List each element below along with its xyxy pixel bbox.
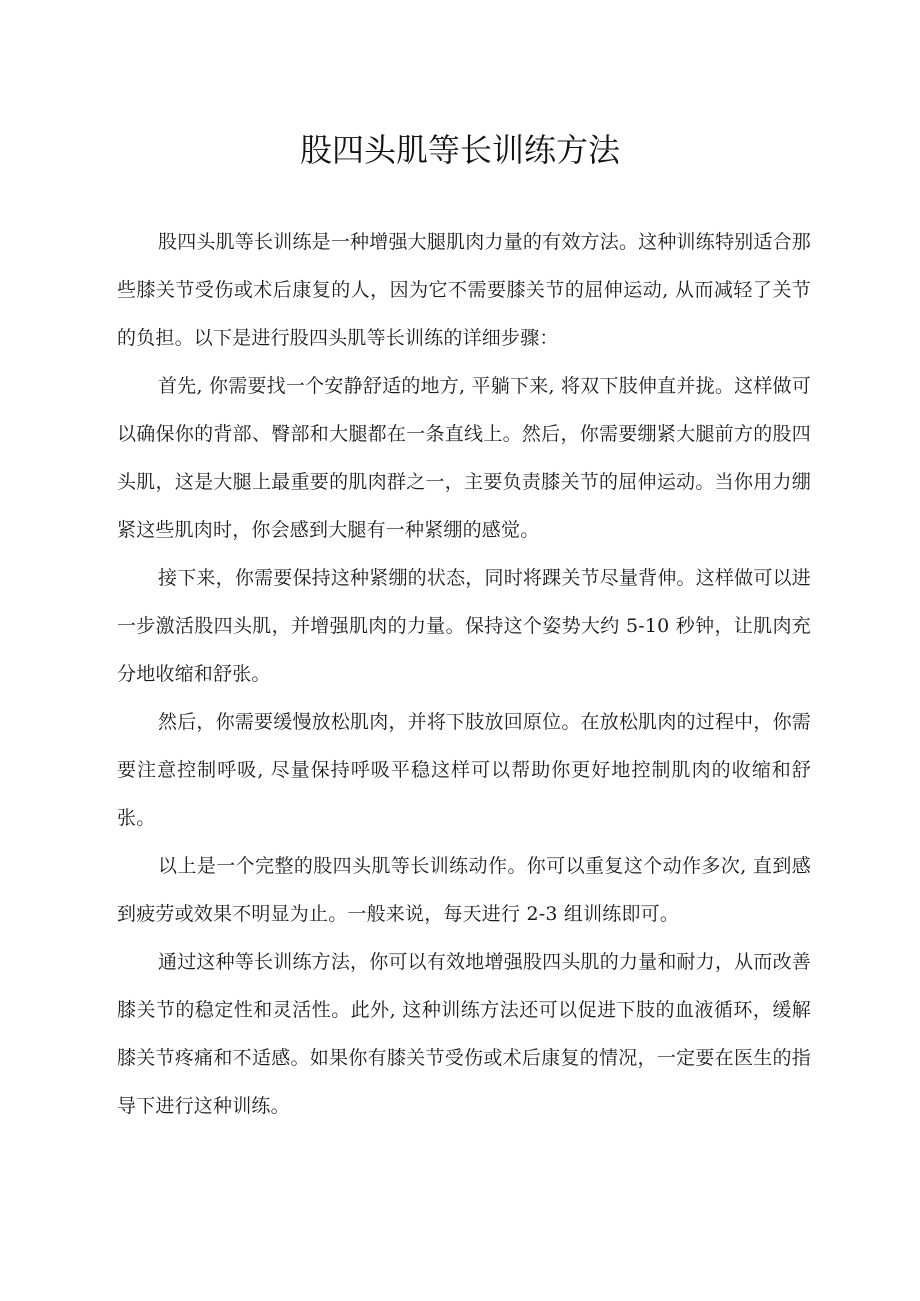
paragraph-conclusion: 通过这种等长训练方法，你可以有效地增强股四头肌的力量和耐力，从而改善膝关节的稳定性和灵活性。此外, 这种训练方法还可以促进下肢的血液循环，缓解膝关节疼痛和不适感。如果你有膝关节受伤或术后康复的情况，一定要在医生的指导下进行这种训练。 [117, 951, 811, 1117]
paragraph-intro: 股四头肌等长训练是一种增强大腿肌肉力量的有效方法。这种训练特别适合那些膝关节受伤或术后康复的人，因为它不需要膝关节的屈伸运动, 从而减轻了关节的负担。以下是进行股四头肌等长训练的详细步骤： [117, 231, 811, 349]
paragraph-step-next: 接下来，你需要保持这种紧绷的状态，同时将踝关节尽量背伸。这样做可以进一步激活股四头肌，并增强肌肉的力量。保持这个姿势大约 5-10 秒钟，让肌肉充分地收缩和舒张。 [117, 567, 811, 685]
paragraph-step-first: 首先, 你需要找一个安静舒适的地方, 平躺下来, 将双下肢伸直并拢。这样做可以确保你的背部、臀部和大腿都在一条直线上。然后，你需要绷紧大腿前方的股四头肌，这是大腿上最重要的肌肉群之一，主要负责膝关节的屈伸运动。当你用力绷紧这些肌肉时，你会感到大腿有一种紧绷的感觉。 [117, 375, 811, 541]
document-title: 股四头肌等长训练方法 [299, 131, 620, 169]
paragraph-step-then: 然后，你需要缓慢放松肌肉，并将下肢放回原位。在放松肌肉的过程中，你需要注意控制呼吸, 尽量保持呼吸平稳这样可以帮助你更好地控制肌肉的收缩和舒张。 [117, 711, 811, 829]
paragraph-repeat: 以上是一个完整的股四头肌等长训练动作。你可以重复这个动作多次, 直到感到疲劳或效果不明显为止。一般来说，每天进行 2-3 组训练即可。 [117, 855, 811, 925]
document-body [117, 218, 811, 1130]
